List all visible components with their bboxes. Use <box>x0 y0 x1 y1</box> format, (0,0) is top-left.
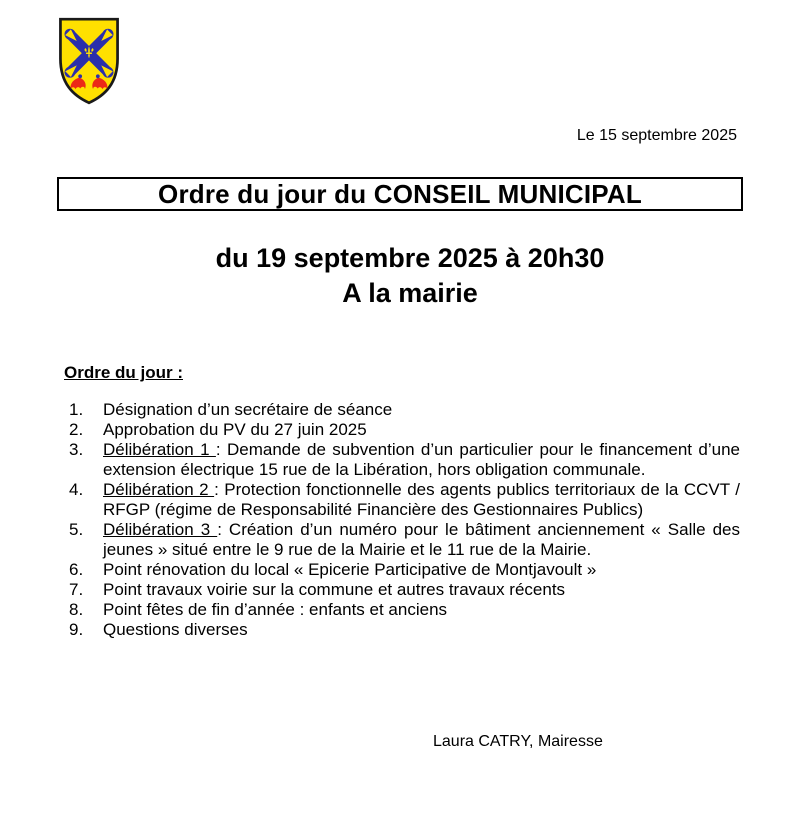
item-body <box>103 440 740 479</box>
montjavoult-shield-icon <box>55 15 123 107</box>
item-body <box>103 580 565 599</box>
item-body <box>103 480 740 519</box>
agenda-list <box>69 400 740 640</box>
item-body <box>103 420 367 439</box>
item-lead: Délibération 1 <box>103 440 216 459</box>
item-body <box>103 560 596 579</box>
item-text: Point fêtes de fin d’année : enfants et anciens <box>103 600 448 619</box>
item-body <box>103 400 392 419</box>
item-text: Désignation d’un secrétaire de séance <box>103 400 393 419</box>
item-number: 4. <box>69 480 84 499</box>
document-title: Ordre du jour du CONSEIL MUNICIPAL <box>158 178 642 209</box>
agenda-item-6 <box>69 560 740 580</box>
meeting-place: A la mairie <box>342 278 478 308</box>
agenda-item-5 <box>69 520 740 560</box>
date-line: Le 15 septembre 2025 <box>576 127 737 144</box>
agenda-item-3 <box>69 440 740 480</box>
item-text: Point travaux voirie sur la commune et autres travaux récents <box>103 580 566 599</box>
item-lead: Délibération 2 <box>103 480 215 499</box>
item-number: 9. <box>69 620 84 639</box>
agenda-item-9 <box>69 620 740 640</box>
meeting-datetime: du 19 septembre 2025 à 20h30 <box>215 243 605 273</box>
item-number: 6. <box>69 560 84 579</box>
item-number: 7. <box>69 580 84 599</box>
item-text: Questions diverses <box>103 620 248 639</box>
agenda-item-2 <box>69 420 740 440</box>
item-body <box>103 620 248 639</box>
agenda-item-7 <box>69 580 740 600</box>
item-text: Point rénovation du local « Epicerie Participative de Montjavoult » <box>103 560 597 579</box>
agenda-item-8 <box>69 600 740 620</box>
meeting-info <box>60 241 760 311</box>
agenda-item-4 <box>69 480 740 520</box>
item-text: Approbation du PV du 27 juin 2025 <box>103 420 367 439</box>
item-text: : Création d’un numéro pour le bâtiment anciennement « Salle des jeunes » situé entre le 9 rue de la Mairie et le 11 rue de la Mairie. <box>103 520 740 559</box>
item-number: 8. <box>69 600 84 619</box>
item-text: : Demande de subvention d’un particulier pour le financement d’une extension électrique 15 rue de la Libération, hors obligation communale. <box>103 440 740 479</box>
item-body <box>103 520 740 559</box>
coat-of-arms <box>55 15 123 107</box>
item-number: 3. <box>69 440 84 459</box>
signature-line: Laura CATRY, Mairesse <box>433 733 603 750</box>
item-number: 1. <box>69 400 84 419</box>
agenda-item-1 <box>69 400 740 420</box>
item-number: 5. <box>69 520 84 539</box>
title-box <box>57 177 743 211</box>
item-body <box>103 600 447 619</box>
item-text: : Protection fonctionnelle des agents publics territoriaux de la CCVT / RFGP (régime de Responsabilité Financière des Gestionnaires Publics) <box>103 480 740 519</box>
item-number: 2. <box>69 420 84 439</box>
item-lead: Délibération 3 <box>103 520 218 539</box>
agenda-heading: Ordre du jour : <box>64 363 183 382</box>
